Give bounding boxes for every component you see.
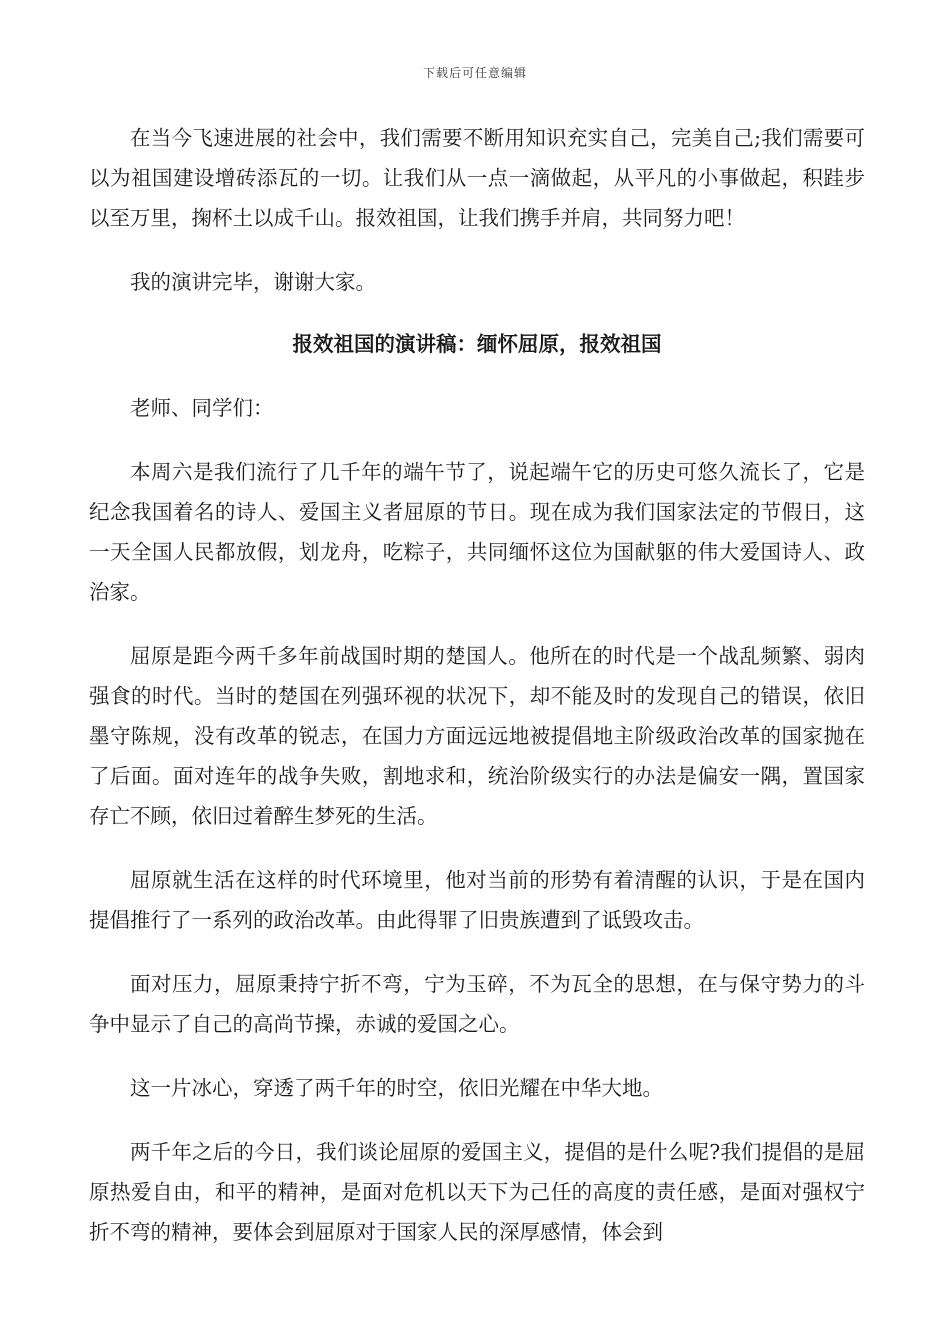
paragraph: 屈原就生活在这样的时代环境里，他对当前的形势有着清醒的认识，于是在国内提倡推行了一系列的政治改革。由此得罪了旧贵族遭到了诋毁攻击。 (89, 868, 865, 932)
paragraph: 本周六是我们流行了几千年的端午节了，说起端午它的历史可悠久流长了，它是纪念我国着名的诗人、爱国主义者屈原的节日。现在成为我们国家法定的节假日，这一天全国人民都放假，划龙舟，吃粽子，共同缅怀这位为国献躯的伟大爱国诗人、政治家。 (89, 460, 865, 604)
page-header-note: 下载后可任意编辑 (422, 66, 527, 80)
paragraph: 在当今飞速进展的社会中，我们需要不断用知识充实自己，完美自己;我们需要可以为祖国建设增砖添瓦的一切。让我们从一点一滴做起，从平凡的小事做起，积跬步以至万里，掬杯土以成千山。报效祖国，让我们携手并肩，共同努力吧！ (89, 126, 865, 230)
paragraph: 屈原是距今两千多年前战国时期的楚国人。他所在的时代是一个战乱频繁、弱肉强食的时代。当时的楚国在列强环视的状况下，却不能及时的发现自己的错误，依旧墨守陈规，没有改革的锐志，在国力方面远远地被提倡地主阶级政治改革的国家抛在了后面。面对连年的战争失败，割地求和，统治阶级实行的办法是偏安一隅，置国家存亡不顾，依旧过着醉生梦死的生活。 (89, 644, 865, 828)
paragraph: 两千年之后的今日，我们谈论屈原的爱国主义，提倡的是什么呢?我们提倡的是屈原热爱自由，和平的精神，是面对危机以天下为己任的高度的责任感，是面对强权宁折不弯的精神，要体会到屈原对于国家人民的深厚感情，体会到 (89, 1140, 865, 1244)
paragraph: 我的演讲完毕，谢谢大家。 (130, 270, 376, 294)
document-body (89, 118, 865, 1252)
section-title: 报效祖国的演讲稿：缅怀屈原，报效祖国 (292, 332, 662, 356)
paragraph: 面对压力，屈原秉持宁折不弯，宁为玉碎，不为瓦全的思想，在与保守势力的斗争中显示了自己的高尚节操，赤诚的爱国之心。 (89, 972, 865, 1036)
salutation: 老师、同学们： (130, 396, 274, 420)
paragraph: 这一片冰心，穿透了两千年的时空，依旧光耀在中华大地。 (130, 1076, 663, 1100)
